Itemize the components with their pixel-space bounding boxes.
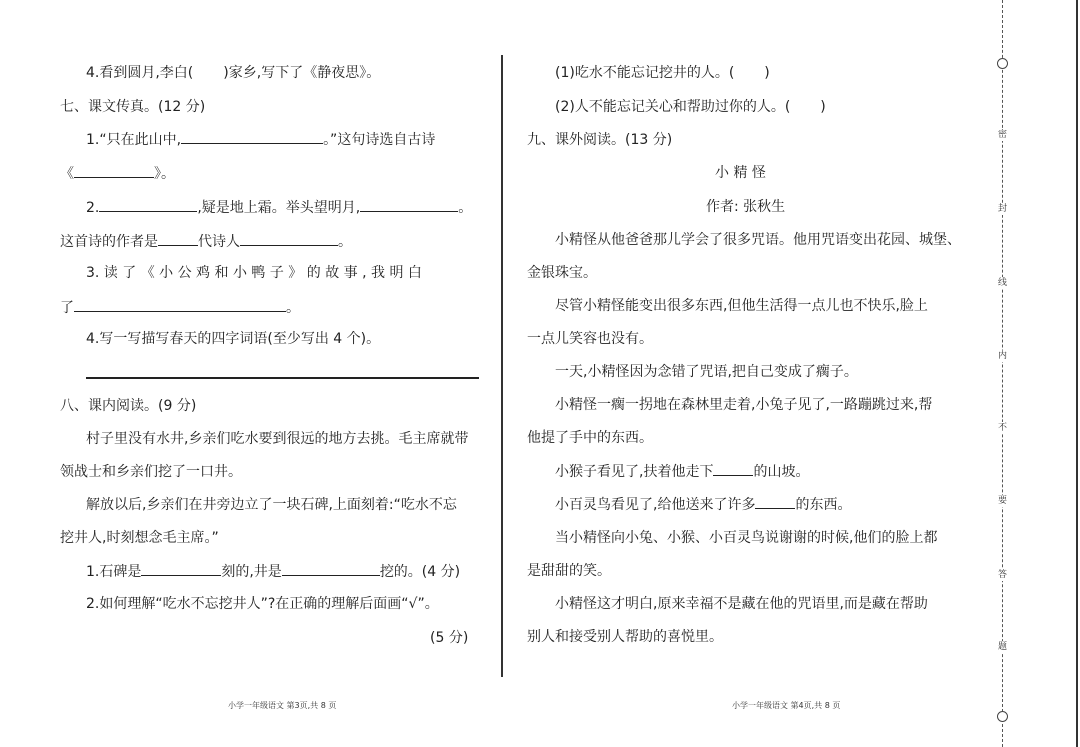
s8-q1-mid: 刻的,井是: [221, 564, 282, 580]
story-p4b: 他提了手中的东西。: [527, 430, 653, 446]
s8-q1-post: 挖的。(4 分): [379, 564, 461, 580]
s7-q3-b-post: 。: [286, 300, 300, 316]
binding-mark-7: 答: [995, 569, 1010, 581]
story-author: 作者: 张秋生: [706, 199, 786, 215]
story-p5-pre: 小猴子看见了,扶着他走下: [555, 464, 714, 480]
s7-q1-blank[interactable]: [181, 130, 323, 144]
binding-hole-bottom: [997, 711, 1008, 722]
s7-q1-b-pre: 《: [60, 166, 74, 182]
s7-q2-blank-2[interactable]: [360, 198, 458, 212]
s8-q1-blank-2[interactable]: [282, 562, 380, 576]
binding-mark-6: 要: [995, 495, 1010, 507]
q4-line: [86, 64, 380, 82]
story-p6-post: 的东西。: [795, 497, 852, 513]
s7-q3-line: 3. 读 了 《 小 公 鸡 和 小 鸭 子 》 的 故 事 , 我 明 白: [86, 265, 422, 281]
story-p1a: 小精怪从他爸爸那儿学会了很多咒语。他用咒语变出花园、城堡、: [555, 232, 961, 248]
option-1-post: ): [764, 65, 770, 81]
section-9-title: 九、课外阅读。(13 分): [527, 132, 673, 148]
s7-q1-pre: 1.“只在此山中,: [86, 132, 182, 148]
s8-q2-line: 2.如何理解“吃水不忘挖井人”?在正确的理解后面画“√”。: [86, 596, 439, 612]
binding-mark-2: 封: [995, 203, 1010, 215]
story-p6-pre: 小百灵鸟看见了,给他送来了许多: [555, 497, 756, 513]
option-2-pre: (2)人不能忘记关心和帮助过你的人。(: [555, 99, 791, 115]
left-page-footer: 小学一年级语文 第3页,共 8 页: [228, 701, 337, 710]
s8-q1-pre: 1.石碑是: [86, 564, 142, 580]
section-8-title: 八、课内阅读。(9 分): [60, 398, 197, 414]
s7-q1-b-post: 》。: [154, 166, 175, 182]
option-2-post: ): [820, 99, 826, 115]
story-p2a: 尽管小精怪能变出很多东西,但他生活得一点儿也不快乐,脸上: [555, 298, 928, 314]
page-edge-line: [1076, 0, 1078, 747]
s7-q1-line: [86, 130, 435, 149]
q4-text-pre: 4.看到圆月,李白(: [86, 65, 194, 81]
s7-q3-b-pre: 了: [60, 300, 74, 316]
s7-q4-line: 4.写一写描写春天的四字词语(至少写出 4 个)。: [86, 331, 381, 347]
story-p5-line: [555, 462, 809, 481]
story-title: 小 精 怪: [715, 165, 766, 181]
s7-q3-blank[interactable]: [74, 298, 286, 312]
story-p8b: 别人和接受别人帮助的喜悦里。: [527, 629, 723, 645]
s7-q2-pre: 2.: [86, 200, 100, 216]
s7-q2-line-b: [60, 232, 352, 251]
s7-q4-answer-line[interactable]: [86, 377, 479, 379]
s8-q2-score: (5 分): [430, 630, 469, 646]
option-2-line: [555, 98, 826, 116]
s7-q2-mid: ,疑是地上霜。举头望明月,: [197, 200, 361, 216]
binding-mark-4: 内: [995, 350, 1010, 362]
s7-q2-post: 。: [458, 200, 473, 216]
s7-q1-post: 。”这句诗选自古诗: [323, 132, 436, 148]
story-p6-blank[interactable]: [755, 495, 795, 509]
section-7-title: 七、课文传真。(12 分): [60, 99, 206, 115]
binding-mark-5: 不: [995, 422, 1010, 434]
option-1-line: [555, 64, 770, 82]
s7-q2-poet-blank[interactable]: [240, 232, 338, 246]
story-p1b: 金银珠宝。: [527, 265, 597, 281]
story-p5-post: 的山坡。: [753, 464, 810, 480]
s7-q1-line-b: [60, 164, 175, 183]
column-divider: [501, 55, 503, 677]
binding-mark-3: 线: [995, 277, 1010, 289]
story-p5-blank[interactable]: [713, 462, 753, 476]
s8-paragraph-1a: 村子里没有水井,乡亲们吃水要到很远的地方去挑。毛主席就带: [86, 431, 469, 447]
s7-q2-b-pre: 这首诗的作者是: [60, 234, 158, 250]
binding-hole-top: [997, 58, 1008, 69]
story-p7a: 当小精怪向小兔、小猴、小百灵鸟说谢谢的时候,他们的脸上都: [555, 530, 938, 546]
story-p6-line: [555, 495, 851, 514]
story-p2b: 一点儿笑容也没有。: [527, 331, 653, 347]
story-p7b: 是甜甜的笑。: [527, 563, 611, 579]
s8-paragraph-1b: 领战士和乡亲们挖了一口井。: [60, 464, 242, 480]
s7-q1-poem-blank[interactable]: [74, 164, 154, 178]
story-p8a: 小精怪这才明白,原来幸福不是藏在他的咒语里,而是藏在帮助: [555, 596, 928, 612]
s8-q1-blank-1[interactable]: [141, 562, 221, 576]
right-page-footer: 小学一年级语文 第4页,共 8 页: [732, 701, 841, 710]
binding-mark-8: 题: [995, 641, 1010, 653]
s7-q2-line: [86, 198, 472, 217]
s7-q2-b-post: 。: [338, 234, 352, 250]
s8-paragraph-2a: 解放以后,乡亲们在井旁边立了一块石碑,上面刻着:“吃水不忘: [86, 497, 457, 513]
q4-text-post: )家乡,写下了《静夜思》。: [223, 65, 381, 81]
s8-q1-line: [86, 562, 460, 581]
option-1-pre: (1)吃水不能忘记挖井的人。(: [555, 65, 735, 81]
s8-paragraph-2b: 挖井人,时刻想念毛主席。”: [60, 530, 219, 546]
binding-mark-1: 密: [995, 129, 1010, 141]
s7-q2-dynasty-blank[interactable]: [158, 232, 198, 246]
s7-q2-b-mid: 代诗人: [198, 234, 240, 250]
s7-q2-blank-1[interactable]: [99, 198, 197, 212]
story-p4a: 小精怪一瘸一拐地在森林里走着,小兔子见了,一路蹦跳过来,帮: [555, 397, 933, 413]
s7-q3-line-b: [60, 298, 300, 317]
story-p3: 一天,小精怪因为念错了咒语,把自己变成了瘸子。: [555, 364, 858, 380]
binding-dashed-line: [1002, 0, 1003, 747]
